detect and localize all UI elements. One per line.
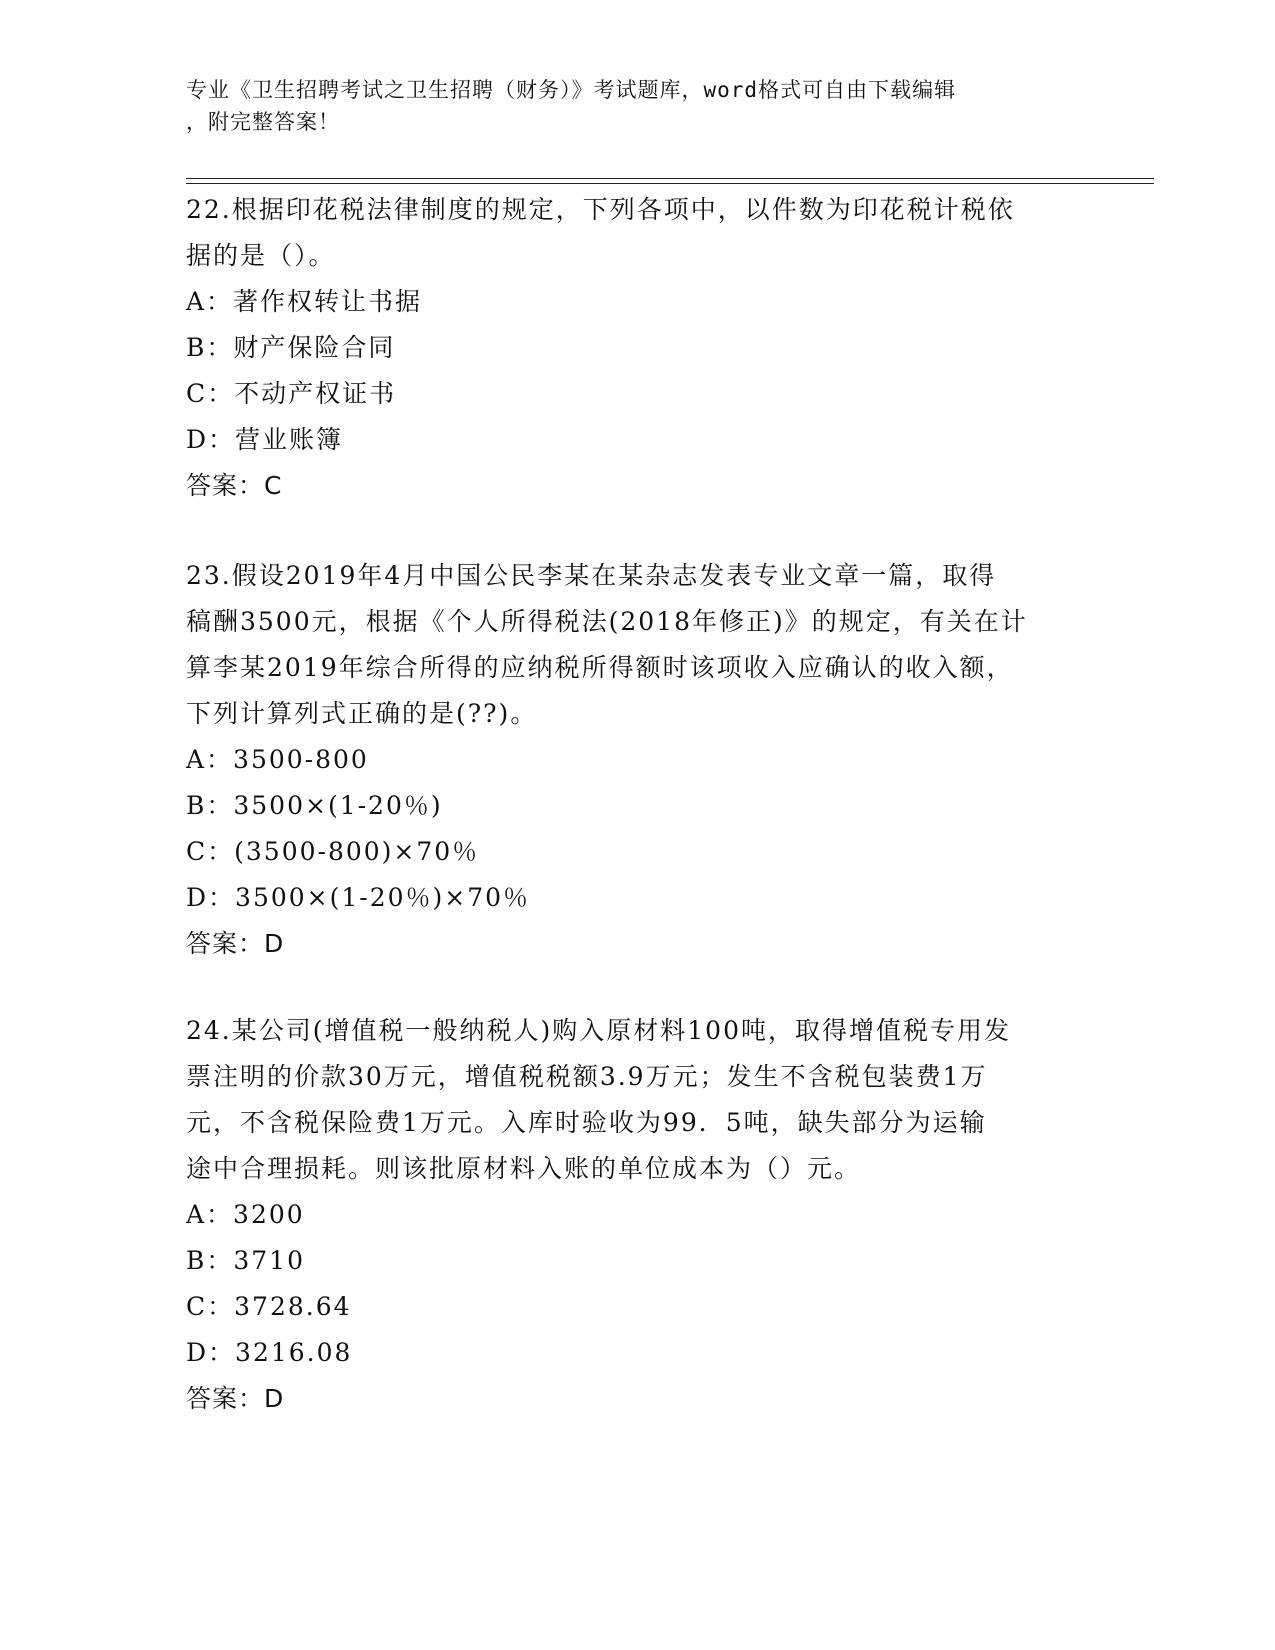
- option-d: D：营业账簿: [186, 425, 344, 454]
- option-b: B：3500×(1-20％): [186, 791, 443, 820]
- header-divider-bottom: [186, 183, 1154, 184]
- option-a: A：3200: [186, 1200, 305, 1229]
- stem-line: 算李某2019年综合所得的应纳税所得额时该项收入应确认的收入额，: [186, 653, 1014, 682]
- stem-line: 据的是（）。: [186, 241, 336, 270]
- question-23: [186, 553, 1086, 967]
- stem-line: 22.根据印花税法律制度的规定，下列各项中，以件数为印花税计税依: [186, 195, 1015, 224]
- answer-label: 答案：C: [186, 471, 283, 500]
- header-divider-top: [186, 178, 1154, 179]
- question-22: [186, 187, 1086, 509]
- option-d: D：3216.08: [186, 1338, 353, 1367]
- option-b: B：3710: [186, 1246, 305, 1275]
- question-stem: [186, 187, 1086, 279]
- answer-label: 答案：D: [186, 929, 285, 958]
- stem-line: 23.假设2019年4月中国公民李某在某杂志发表专业文章一篇，取得: [186, 561, 997, 590]
- question-stem: [186, 1008, 1086, 1192]
- option-a: A：著作权转让书据: [186, 287, 423, 316]
- stem-line: 稿酬3500元，根据《个人所得税法(2018年修正)》的规定，有关在计: [186, 607, 1028, 636]
- stem-line: 元，不含税保险费1万元。入库时验收为99．5吨，缺失部分为运输: [186, 1108, 987, 1137]
- option-c: C：(3500-800)×70％: [186, 837, 480, 866]
- stem-line: 票注明的价款30万元，增值税税额3.9万元；发生不含税包装费1万: [186, 1062, 988, 1091]
- option-c: C：3728.64: [186, 1292, 352, 1321]
- header-line-1: 专业《卫生招聘考试之卫生招聘（财务）》考试题库，word格式可自由下载编辑: [186, 78, 957, 102]
- option-d: D：3500×(1-20％)×70％: [186, 883, 531, 912]
- option-b: B：财产保险合同: [186, 333, 396, 362]
- document-header: [186, 74, 1066, 138]
- option-c: C：不动产权证书: [186, 379, 397, 408]
- stem-line: 途中合理损耗。则该批原材料入账的单位成本为（）元。: [186, 1154, 862, 1183]
- answer-label: 答案：D: [186, 1384, 285, 1413]
- stem-line: 下列计算列式正确的是(??)。: [186, 699, 538, 728]
- question-stem: [186, 553, 1086, 737]
- option-a: A：3500-800: [186, 745, 369, 774]
- header-line-2: ，附完整答案！: [186, 110, 340, 134]
- question-24: [186, 1008, 1086, 1422]
- stem-line: 24.某公司(增值税一般纳税人)购入原材料100吨，取得增值税专用发: [186, 1016, 1011, 1045]
